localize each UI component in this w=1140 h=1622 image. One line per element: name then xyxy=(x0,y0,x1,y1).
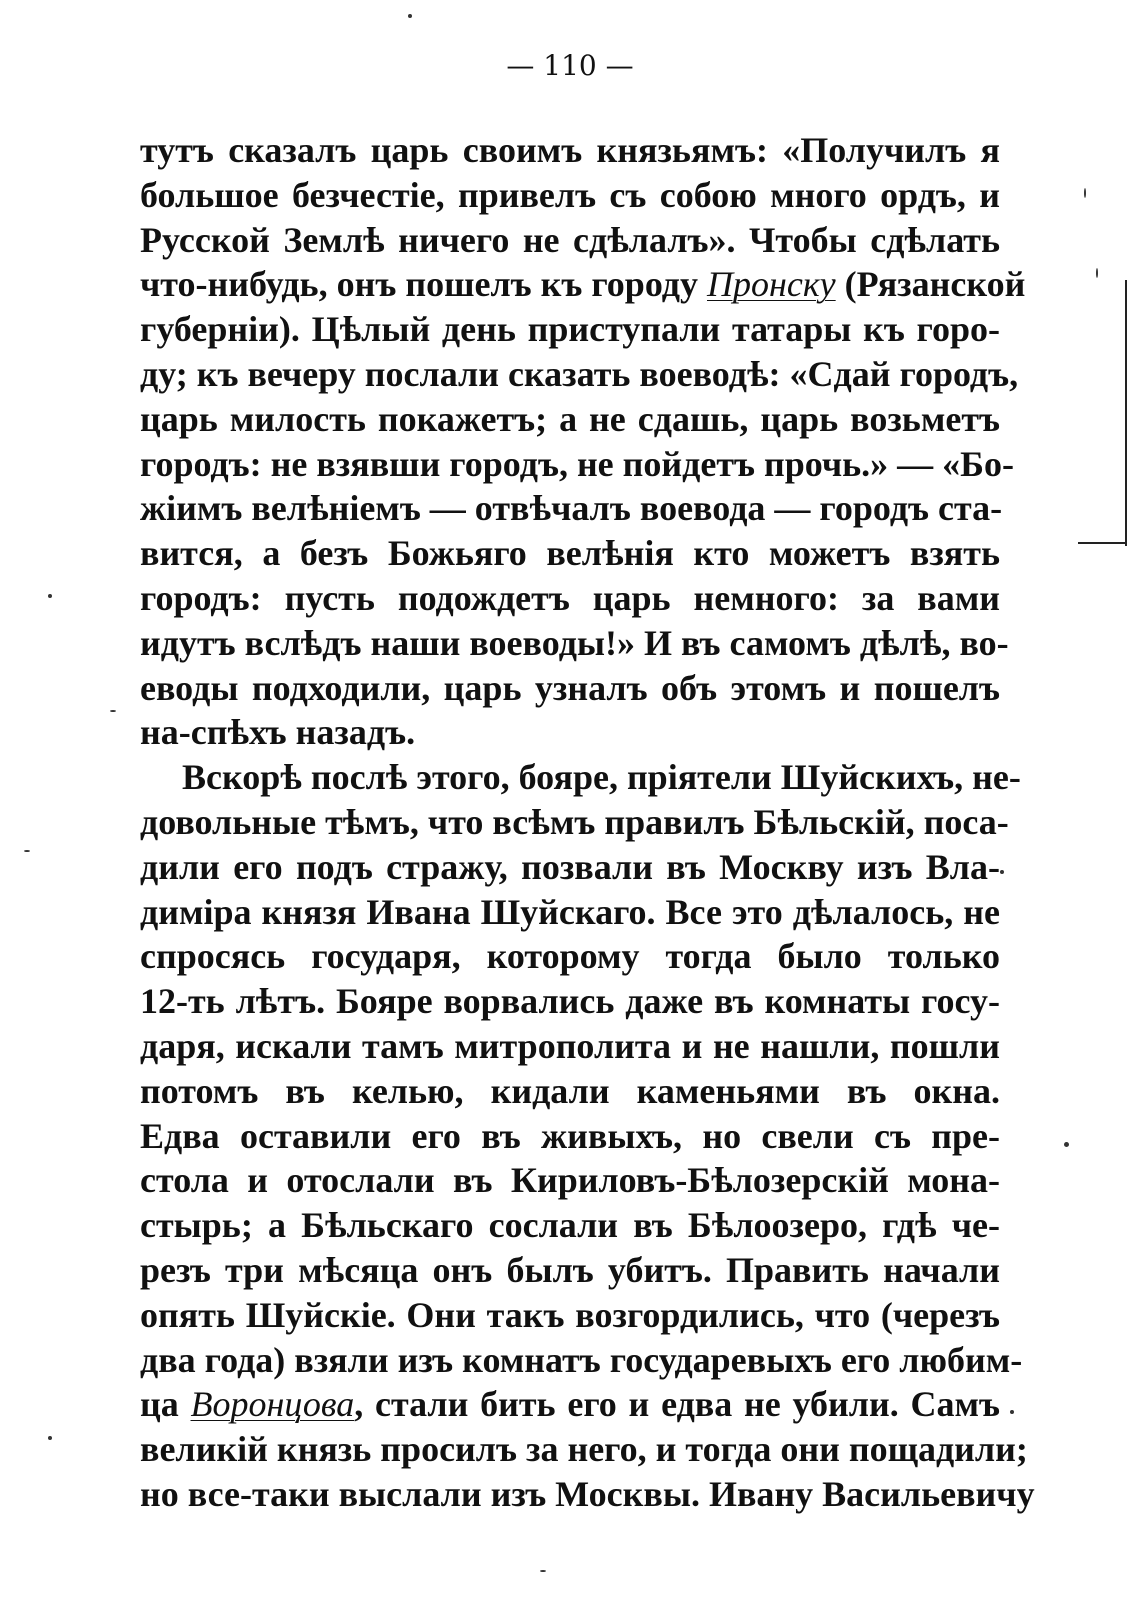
text-line xyxy=(140,1382,1000,1427)
text-line xyxy=(140,800,1009,845)
text-line xyxy=(140,755,1021,800)
ink-speck xyxy=(540,1570,546,1572)
text-segment: Едва оставили его въ живыхъ, но свели съ пре- xyxy=(140,1115,1000,1156)
text-line xyxy=(140,486,1003,531)
text-segment: резъ три мѣсяца онъ былъ убитъ. Править начали xyxy=(140,1249,1000,1290)
text-segment: довольные тѣмъ, что всѣмъ правилъ Бѣльскій, поса- xyxy=(140,801,1009,842)
text-segment: царь милость покажетъ; а не сдашь, царь возьметъ xyxy=(140,398,1000,439)
text-line xyxy=(140,1338,1023,1383)
text-segment: 12-ть лѣтъ. Бояре ворвались даже въ комнаты госу- xyxy=(140,981,1000,1022)
text-line xyxy=(140,1158,1000,1203)
text-line xyxy=(140,262,1026,307)
text-segment: ду; къ вечеру послали сказать воеводѣ: «Сдай городъ, xyxy=(140,353,1019,394)
margin-tick xyxy=(1078,542,1126,544)
text-segment: городъ: пусть подождетъ царь немного: за вами xyxy=(140,577,1000,618)
text-segment: два года) взяли изъ комнатъ государевыхъ его любим- xyxy=(140,1339,1023,1380)
text-segment: стырь; а Бѣльскаго сослали въ Бѣлоозеро, гдѣ че- xyxy=(140,1205,1000,1246)
text-line xyxy=(140,845,1000,890)
text-segment: стола и отослали въ Кириловъ-Бѣлозерскій мона- xyxy=(140,1160,1000,1201)
text-line xyxy=(140,1069,1000,1114)
text-line xyxy=(140,621,1009,666)
text-line xyxy=(140,1293,1000,1338)
text-line xyxy=(140,173,1000,218)
ink-speck xyxy=(48,1436,52,1440)
text-segment: спросясь государя, которому тогда было только xyxy=(140,936,1000,977)
margin-rule xyxy=(1125,280,1127,546)
text-line xyxy=(140,1248,1000,1293)
text-segment: Вскорѣ послѣ этого, бояре, пріятели Шуйскихъ, не- xyxy=(182,757,1021,798)
text-line xyxy=(140,307,1000,352)
text-line xyxy=(140,1472,1035,1517)
text-segment: диміра князя Ивана Шуйскаго. Все это дѣлалось, не xyxy=(140,891,1000,932)
text-line xyxy=(140,666,1000,711)
ink-speck xyxy=(24,850,30,852)
italic-proper-name: Воронцова xyxy=(190,1384,355,1425)
text-line xyxy=(140,1114,1000,1159)
text-segment: губерніи). Цѣлый день приступали татары къ горо- xyxy=(140,309,1000,350)
text-line xyxy=(140,352,1019,397)
ink-speck xyxy=(1000,870,1004,874)
ink-speck xyxy=(48,594,52,598)
text-segment: Русской Землѣ ничего не сдѣлалъ». Чтобы сдѣлать xyxy=(140,219,1000,260)
text-segment: потомъ въ келью, кидали каменьями въ окна. xyxy=(140,1070,1000,1111)
text-segment: на-спѣхъ назадъ. xyxy=(140,712,416,753)
text-segment: большое безчестіе, привелъ съ собою много ордъ, и xyxy=(140,174,1000,215)
ink-speck xyxy=(110,710,116,712)
ink-speck xyxy=(1096,268,1098,278)
text-line xyxy=(140,710,1000,755)
text-line xyxy=(140,442,1014,487)
text-segment: великій князь просилъ за него, и тогда они пощадили; xyxy=(140,1429,1028,1470)
text-segment: городъ: не взявши городъ, не пойдетъ прочь.» — «Бо- xyxy=(140,443,1014,484)
ink-speck xyxy=(1084,188,1086,198)
text-segment: вится, а безъ Божьяго велѣнія кто можетъ взять xyxy=(140,533,1000,574)
text-segment: , стали бить его и едва не убили. Самъ xyxy=(354,1384,1000,1425)
text-segment: (Рязанской xyxy=(835,264,1026,305)
text-line xyxy=(140,397,1000,442)
text-segment: опять Шуйскіе. Они такъ возгордились, что (черезъ xyxy=(140,1294,1000,1335)
text-segment: идутъ вслѣдъ наши воеводы!» И въ самомъ дѣлѣ, во- xyxy=(140,622,1009,663)
text-segment: дили его подъ стражу, позвали въ Москву изъ Вла- xyxy=(140,846,1000,887)
text-line xyxy=(140,1427,1028,1472)
text-line xyxy=(140,979,1000,1024)
text-line xyxy=(140,128,1000,173)
text-segment: тутъ сказалъ царь своимъ князьямъ: «Получилъ я xyxy=(140,130,1000,170)
text-line xyxy=(140,1024,1000,1069)
text-line xyxy=(140,576,1000,621)
ink-speck xyxy=(408,14,412,18)
page-body xyxy=(140,128,1035,1517)
ink-speck xyxy=(1064,1142,1069,1147)
ink-speck xyxy=(1010,1410,1014,1414)
text-line xyxy=(140,890,1000,935)
text-segment: ца xyxy=(140,1384,191,1425)
text-segment: еводы подходили, царь узналъ объ этомъ и пошелъ xyxy=(140,667,1000,708)
italic-proper-name: Пронску xyxy=(707,264,836,305)
text-segment: что-нибудь, онъ пошелъ къ городу xyxy=(140,264,707,305)
text-line xyxy=(140,531,1000,576)
text-line xyxy=(140,1203,1000,1248)
text-segment: даря, искали тамъ митрополита и не нашли, пошли xyxy=(140,1025,1000,1066)
text-line xyxy=(140,218,1000,263)
text-segment: жіимъ велѣніемъ — отвѣчалъ воевода — городъ ста- xyxy=(140,488,1003,529)
text-line xyxy=(140,934,1000,979)
text-segment: но все-таки выслали изъ Москвы. Ивану Васильевичу xyxy=(140,1473,1035,1514)
page-number: — 110 — xyxy=(506,49,634,82)
